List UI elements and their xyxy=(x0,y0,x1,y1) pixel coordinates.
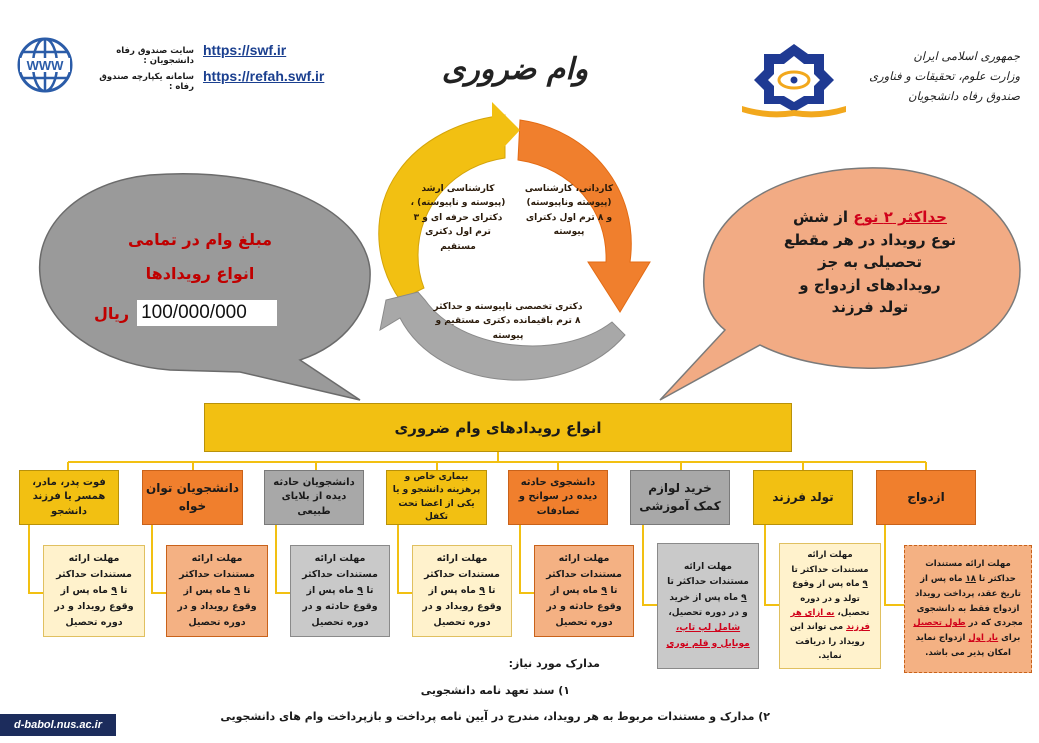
site-link[interactable]: https://swf.ir xyxy=(203,42,287,58)
detail-accident-text-a: مهلت ارائه مستندات حداکثر تا xyxy=(546,552,622,596)
detail-marriage-text-g: ازدواج نماید امکان پذیر می باشد. xyxy=(915,633,1011,659)
detail-disaster-text-c: ماه پس از وقوع حادثه و در دوره تحصیل xyxy=(302,584,378,629)
detail-child-months: ۹ xyxy=(862,579,868,590)
org-line-3: صندوق رفاه دانشجویان xyxy=(908,89,1020,104)
detail-disabled-months: ۹ xyxy=(234,584,241,596)
system-link[interactable]: https://refah.swf.ir xyxy=(203,68,325,84)
right-bubble-rest-1: از شش xyxy=(793,208,854,226)
detail-child-text-c: ماه پس از وقوع تولد و در دوره تحصیل، xyxy=(792,579,870,618)
detail-equipment-text-a: مهلت ارائه مستندات حداکثر تا xyxy=(667,562,749,588)
detail-child-birth xyxy=(779,543,881,669)
documents-item-1: ۱) سند تعهد نامه دانشجویی xyxy=(420,684,570,697)
left-bubble-line-2: انواع رویدادها xyxy=(145,264,255,283)
main-bar: انواع رویدادهای وام ضروری xyxy=(204,403,792,452)
detail-illness-months: ۹ xyxy=(479,584,486,596)
detail-marriage xyxy=(904,545,1032,673)
detail-death-text-a: مهلت ارائه مستندات حداکثر تا xyxy=(56,552,132,596)
category-accident: دانشجوی حادثه دیده در سوانح و تصادفات xyxy=(508,470,608,525)
detail-disabled-text-c: ماه پس از وقوع رویداد و در دوره تحصیل xyxy=(177,584,257,629)
detail-disaster xyxy=(290,545,390,637)
detail-child-text-a: مهلت ارائه مستندات حداکثر تا xyxy=(791,550,869,575)
detail-death-months: ۹ xyxy=(111,584,118,596)
detail-illness-text-c: ماه پس از وقوع رویداد و در دوره تحصیل xyxy=(422,584,502,629)
detail-marriage-text-c: ماه پس از تاریخ عقد، پرداخت رویداد ازدواج فقط به دانشجوی مجردی که در xyxy=(915,573,1023,629)
site-label: سایت صندوق رفاه دانشجویان : xyxy=(116,46,194,66)
category-death: فوت پدر، مادر، همسر یا فرزند دانشجو xyxy=(19,470,119,525)
detail-equipment-highlight: شامل لپ تاپ، موبایل و قلم نوری xyxy=(666,623,750,649)
detail-disabled xyxy=(166,545,268,637)
detail-equipment-text-c: ماه پس از خرید و در دوره تحصیل، xyxy=(668,592,748,618)
detail-disabled-text-a: مهلت ارائه مستندات حداکثر تا xyxy=(179,552,255,596)
category-marriage: ازدواج xyxy=(876,470,976,525)
detail-equipment xyxy=(657,543,759,669)
right-bubble-line-2: نوع رویداد در هر مقطع xyxy=(783,230,957,249)
detail-illness xyxy=(412,545,512,637)
documents-title: مدارک مورد نیاز: xyxy=(508,657,600,670)
detail-marriage-highlight-2: بار اول xyxy=(968,633,999,644)
detail-disaster-months: ۹ xyxy=(357,584,364,596)
category-equipment: خرید لوازم کمک آموزشی xyxy=(630,470,730,525)
detail-marriage-highlight-1: طول تحصیل xyxy=(913,618,966,629)
page-title: وام ضروری xyxy=(441,52,589,87)
detail-death-text-c: ماه پس از وقوع رویداد و در دوره تحصیل xyxy=(54,584,134,629)
org-line-2: وزارت علوم، تحقیقات و فناوری xyxy=(869,69,1020,84)
right-bubble-highlight: حداکثر ۲ نوع xyxy=(853,208,947,226)
detail-child-highlight: به ازای هر فرزند xyxy=(790,608,870,633)
cycle-orange-text: کاردانی، کارشناسی (پیوسته وناپیوسته) و ۸ ترم اول دکترای پیوسته xyxy=(524,184,614,238)
right-bubble-line-4: رویدادهای ازدواج و xyxy=(799,275,941,294)
org-line-1: جمهوری اسلامی ایران xyxy=(913,49,1020,63)
cycle-gray-text: دکتری تخصصی ناپیوسته و حداکثر ۸ ترم باقیمانده دکتری مستقیم و پیوسته xyxy=(433,302,583,341)
detail-marriage-months: ۱۸ xyxy=(965,573,976,584)
category-disabled: دانشجویان توان خواه xyxy=(142,470,243,525)
detail-marriage-text-a: مهلت ارائه مستندات حداکثر تا xyxy=(925,558,1016,584)
category-illness: بیماری خاص و پرهزینه دانشجو و یا یکی از اعضا تحت تکفل xyxy=(386,470,487,525)
detail-illness-text-a: مهلت ارائه مستندات حداکثر تا xyxy=(424,552,500,596)
system-label: سامانه یکپارچه صندوق رفاه : xyxy=(99,72,194,92)
loan-amount-value: 100/000/000 xyxy=(137,300,277,326)
detail-accident-months: ۹ xyxy=(601,584,608,596)
watermark xyxy=(0,714,116,736)
right-bubble-line-5: تولد فرزند xyxy=(831,298,909,316)
detail-accident-text-c: ماه پس از وقوع حادثه و در دوره تحصیل xyxy=(546,584,622,629)
watermark-text: d-babol.nus.ac.ir xyxy=(13,719,102,731)
category-child-birth: تولد فرزند xyxy=(753,470,853,525)
detail-accident xyxy=(534,545,634,637)
detail-child-text-e: می تواند این رویداد را دریافت نماید. xyxy=(790,622,865,662)
left-bubble-line-1: مبلغ وام در تمامی xyxy=(127,230,273,249)
detail-disaster-text-a: مهلت ارائه مستندات حداکثر تا xyxy=(302,552,378,596)
detail-death xyxy=(43,545,145,637)
cycle-yellow-text: کارشناسی ارشد (پیوسته و ناپیوسته) ، دکترای حرفه ای و ۳ ترم اول دکتری مستقیم xyxy=(410,184,506,252)
documents-item-2: ۲) مدارک و مستندات مربوط به هر رویداد، مندرج در آیین نامه پرداخت و بازپرداخت وام های دانشجویی xyxy=(220,710,770,723)
detail-marriage-text-e: برای xyxy=(998,633,1021,644)
loan-amount-unit: ریال xyxy=(94,303,130,323)
svg-text:WWW: WWW xyxy=(26,58,64,73)
category-disaster: دانشجویان حادثه دیده از بلایای طبیعی xyxy=(264,470,364,525)
detail-equipment-months: ۹ xyxy=(741,592,747,603)
right-bubble-line-3: تحصیلی به جز xyxy=(818,253,922,271)
